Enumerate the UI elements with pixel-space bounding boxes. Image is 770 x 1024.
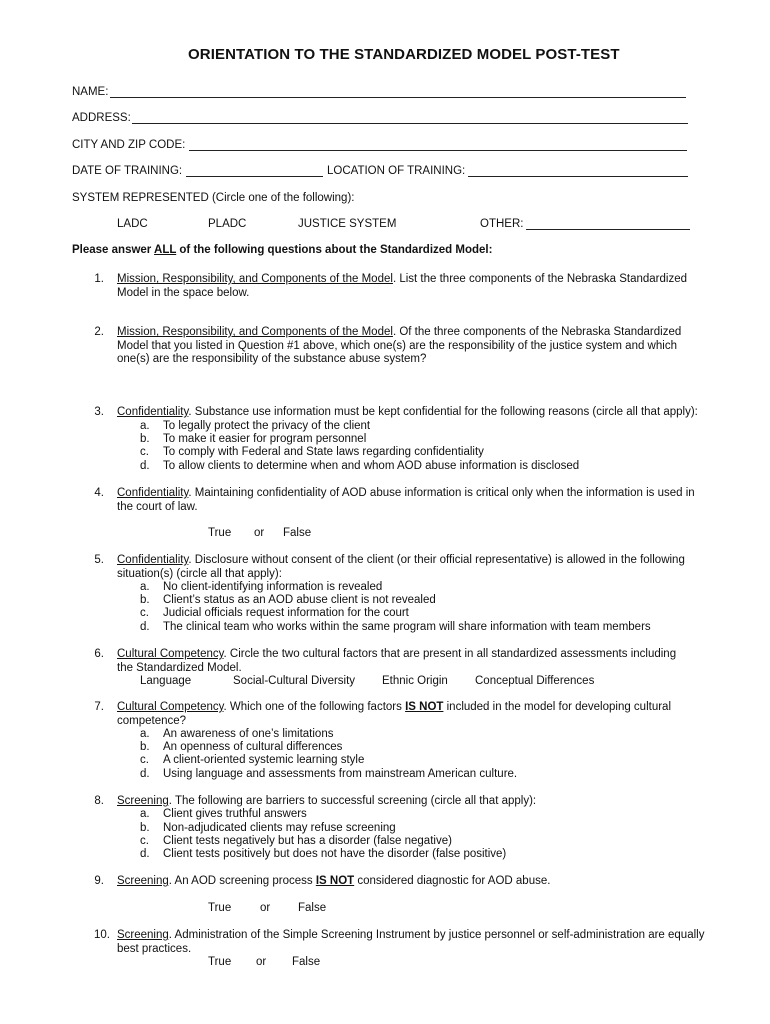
option-item[interactable]: b. Non-adjudicated clients may refuse screening bbox=[140, 822, 396, 834]
option-item[interactable]: c. A client-oriented systemic learning style bbox=[140, 754, 365, 766]
question-9: Screening. An AOD screening process IS NOT considered diagnostic for AOD abuse. bbox=[117, 875, 551, 887]
option-item[interactable]: b. An openness of cultural differences bbox=[140, 741, 343, 753]
system-option-pladc[interactable]: PLADC bbox=[208, 218, 247, 230]
option-item[interactable]: b. Client’s status as an AOD abuse client is not revealed bbox=[140, 594, 436, 606]
option-item[interactable]: a. An awareness of one’s limitations bbox=[140, 728, 334, 740]
question-4: Confidentiality. Maintaining confidentiality of AOD abuse information is critical only when the information is used in the court of law. bbox=[117, 487, 695, 513]
or-text: or bbox=[256, 956, 267, 968]
option-item[interactable]: c. Judicial officials request information for the court bbox=[140, 607, 409, 619]
name-label: NAME: bbox=[72, 86, 109, 98]
option-item[interactable]: b. To make it easier for program personnel bbox=[140, 433, 367, 445]
true-option[interactable]: True bbox=[208, 527, 232, 539]
option-item[interactable]: c. Client tests negatively but has a disorder (false negative) bbox=[140, 835, 452, 847]
option-item[interactable]: c. To comply with Federal and State laws regarding confidentiality bbox=[140, 446, 484, 458]
address-label: ADDRESS: bbox=[72, 112, 131, 124]
option-item[interactable]: a. Client gives truthful answers bbox=[140, 808, 307, 820]
question-number: 7. bbox=[94, 701, 104, 713]
question-number: 4. bbox=[94, 487, 104, 499]
question-5: Confidentiality. Disclosure without consent of the client (or their official representative) is allowed in the following situation(s) (circle all that apply): bbox=[117, 554, 685, 580]
city-zip-field[interactable] bbox=[189, 150, 687, 151]
false-option[interactable]: False bbox=[292, 956, 321, 968]
question-number: 6. bbox=[94, 648, 104, 660]
system-option-other[interactable]: OTHER: bbox=[480, 218, 524, 230]
name-field[interactable] bbox=[110, 97, 686, 98]
true-option[interactable]: True bbox=[208, 956, 232, 968]
option-item[interactable]: d. To allow clients to determine when and whom AOD abuse information is disclosed bbox=[140, 460, 580, 472]
choice-ethnic-origin[interactable]: Ethnic Origin bbox=[382, 675, 448, 687]
date-training-label: DATE OF TRAINING: bbox=[72, 165, 183, 177]
address-field[interactable] bbox=[132, 123, 688, 124]
question-number: 1. bbox=[94, 273, 104, 285]
system-option-justice[interactable]: JUSTICE SYSTEM bbox=[298, 218, 397, 230]
question-number: 3. bbox=[94, 406, 104, 418]
or-text: or bbox=[254, 527, 265, 539]
false-option[interactable]: False bbox=[283, 527, 312, 539]
page-title: ORIENTATION TO THE STANDARDIZED MODEL POST-TEST bbox=[188, 46, 620, 63]
system-option-ladc[interactable]: LADC bbox=[117, 218, 148, 230]
system-represented-label: SYSTEM REPRESENTED (Circle one of the following): bbox=[72, 192, 355, 204]
question-3: Confidentiality. Substance use information must be kept confidential for the following reasons (circle all that apply): bbox=[117, 406, 698, 418]
city-zip-label: CITY AND ZIP CODE: bbox=[72, 139, 186, 151]
option-item[interactable]: d. Client tests positively but does not have the disorder (false positive) bbox=[140, 848, 507, 860]
or-text: or bbox=[260, 902, 271, 914]
true-option[interactable]: True bbox=[208, 902, 232, 914]
option-item[interactable]: d. Using language and assessments from mainstream American culture. bbox=[140, 768, 518, 780]
question-number: 5. bbox=[94, 554, 104, 566]
question-1: Mission, Responsibility, and Components of the Model. List the three components of the Nebraska Standardized Model in the space below. bbox=[117, 273, 688, 299]
question-8: Screening. The following are barriers to successful screening (circle all that apply): bbox=[117, 795, 537, 807]
question-number: 9. bbox=[94, 875, 104, 887]
choice-conceptual-differences[interactable]: Conceptual Differences bbox=[475, 675, 595, 687]
system-other-field[interactable] bbox=[526, 229, 690, 230]
question-number: 2. bbox=[94, 326, 104, 338]
instructions: Please answer ALL of the following questions about the Standardized Model: bbox=[72, 244, 493, 256]
false-option[interactable]: False bbox=[298, 902, 327, 914]
choice-social-cultural-diversity[interactable]: Social-Cultural Diversity bbox=[233, 675, 356, 687]
location-training-label: LOCATION OF TRAINING: bbox=[327, 165, 466, 177]
option-item[interactable]: a. To legally protect the privacy of the client bbox=[140, 420, 371, 432]
location-training-field[interactable] bbox=[468, 176, 688, 177]
question-10: Screening. Administration of the Simple Screening Instrument by justice personnel or self-administration are equally best practices. bbox=[117, 929, 705, 955]
question-number: 8. bbox=[94, 795, 104, 807]
option-item[interactable]: a. No client-identifying information is revealed bbox=[140, 581, 383, 593]
question-number: 10. bbox=[94, 929, 110, 941]
question-2: Mission, Responsibility, and Components of the Model. Of the three components of the Nebraska Standardized Model that you listed in Question #1 above, which one(s) are the responsibility of the justice system and which one(s) are the responsibility of the substance abuse system? bbox=[117, 326, 682, 365]
option-item[interactable]: d. The clinical team who works within the same program will share information with team members bbox=[140, 621, 651, 633]
question-6: Cultural Competency. Circle the two cultural factors that are present in all standardized assessments including the Standardized Model. bbox=[117, 648, 677, 674]
choice-language[interactable]: Language bbox=[140, 675, 192, 687]
question-7: Cultural Competency. Which one of the following factors IS NOT included in the model for developing cultural competence? bbox=[117, 701, 672, 727]
date-training-field[interactable] bbox=[186, 176, 323, 177]
